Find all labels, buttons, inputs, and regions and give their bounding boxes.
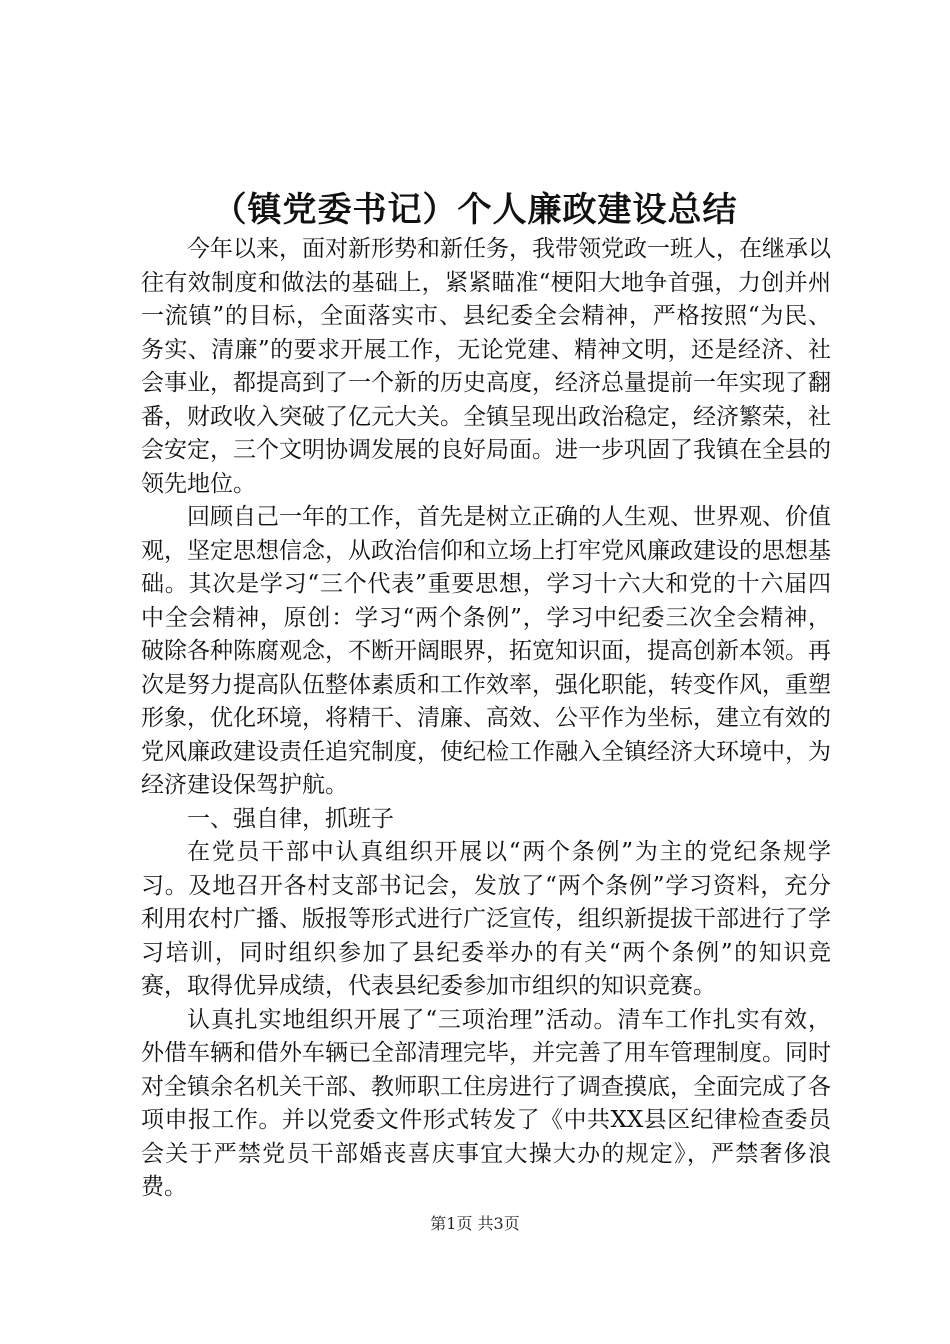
paragraph-intro: 今年以来，面对新形势和新任务，我带领党政一班人，在继承以往有效制度和做法的基础上，紧紧瞄准“梗阳大地争首强，力创并州一流镇”的目标，全面落实市、县纪委全会精神，严格按照“为民、务实、清廉”的要求开展工作，无论党建、精神文明，还是经济、社会事业，都提高到了一个新的历史高度，经济总量提前一年实现了翻番，财政收入突破了亿元大关。全镇呈现出政治稳定，经济繁荣，社会安定，三个文明协调发展的良好局面。进一步巩固了我镇在全县的领先地位。 bbox=[141, 236, 831, 497]
document-body bbox=[141, 233, 831, 1205]
paragraph-review: 回顾自己一年的工作，首先是树立正确的人生观、世界观、价值观，坚定思想信念，从政治信仰和立场上打牢党风廉政建设的思想基础。其次是学习“三个代表”重要思想，学习十六大和党的十六届四中全会精神，原创：学习“两个条例”，学习中纪委三次全会精神，破除各种陈腐观念，不断开阔眼界，拓宽知识面，提高创新本领。再次是努力提高队伍整体素质和工作效率，强化职能，转变作风，重塑形象，优化环境，将精干、清廉、高效、公平作为坐标，建立有效的党风廉政建设责任追究制度，使纪检工作融入全镇经济大环境中，为经济建设保驾护航。 bbox=[141, 504, 831, 798]
paragraph-study: 在党员干部中认真组织开展以“两个条例”为主的党纪条规学习。及地召开各村支部书记会，发放了“两个条例”学习资料，充分利用农村广播、版报等形式进行广泛宣传，组织新提拔干部进行了学习培训，同时组织参加了县纪委举办的有关“两个条例”的知识竞赛，取得优异成绩，代表县纪委参加市组织的知识竞赛。 bbox=[141, 839, 831, 999]
paragraph-governance: 认真扎实地组织开展了“三项治理”活动。清车工作扎实有效，外借车辆和借外车辆已全部清理完毕，并完善了用车管理制度。同时对全镇余名机关干部、教师职工住房进行了调查摸底，全面完成了各项申报工作。并以党委文件形式转发了《中共XX县区纪律检查委员会关于严禁党员干部婚丧喜庆事宜大操大办的规定》，严禁奢侈浪费。 bbox=[141, 1006, 831, 1200]
page-number-footer: 第1页 共3页 bbox=[430, 1214, 520, 1233]
section-heading: 一、强自律，抓班子 bbox=[187, 805, 394, 832]
document-title: （镇党委书记）个人廉政建设总结 bbox=[212, 190, 738, 230]
